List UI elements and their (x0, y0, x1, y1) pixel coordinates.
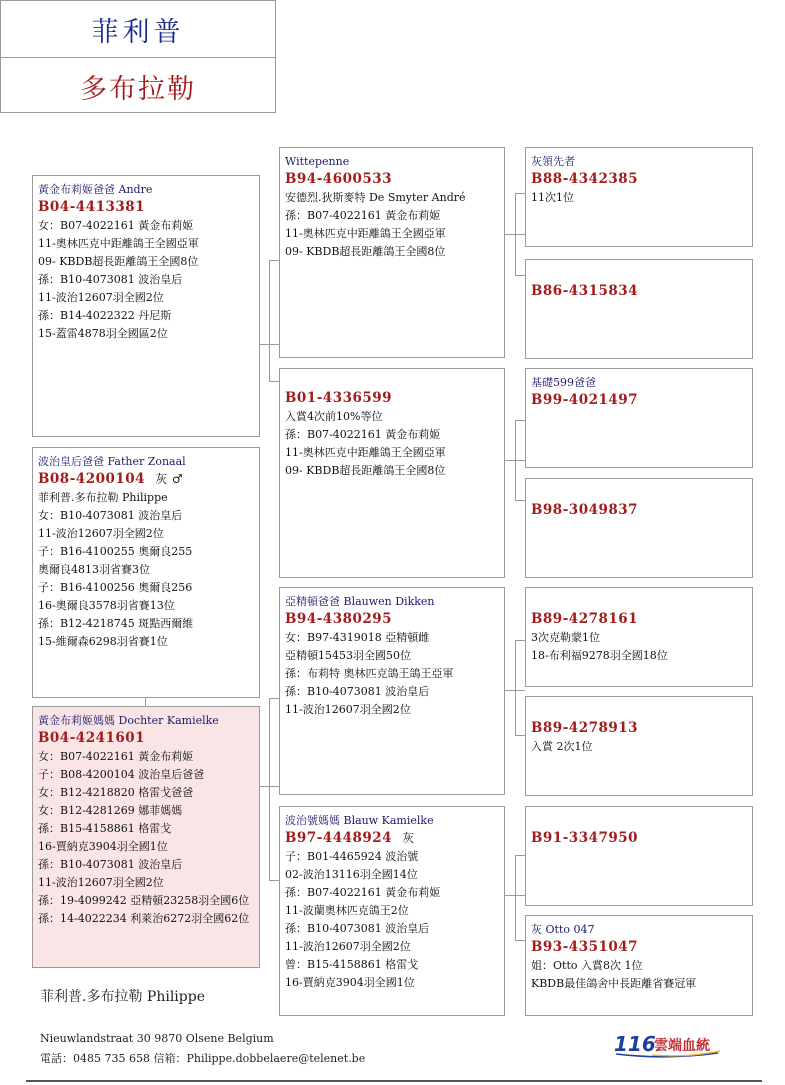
gen3-line: 11-波治12607羽全國2位 (285, 703, 411, 716)
gen4-line: 入賞 2次1位 (531, 740, 593, 753)
gen4-card (525, 368, 753, 468)
dam-line: 孫：B10-4073081 波治皇后 (38, 858, 183, 871)
footer-address: Nieuwlandstraat 30 9870 Olsene Belgium (40, 1032, 274, 1045)
connector (515, 420, 525, 421)
father-zonaal-color-sex: 灰 ♂ (155, 472, 184, 486)
dam-line: 孫：19-4099242 亞精頓23258羽全國6位 (38, 894, 250, 907)
connector (269, 260, 279, 261)
sire-line: 孫：B10-4073081 波治皇后 (38, 273, 183, 286)
owner-name: 菲利普.多布拉勒 Philippe (40, 989, 205, 1005)
gen3-line: 亞精頓15453羽全國50位 (285, 649, 411, 662)
gen3-line: 孫：B07-4022161 黃金布莉姬 (285, 428, 441, 441)
gen3-ring: B94-4380295 (285, 611, 393, 627)
father-zonaal-ring-row (38, 470, 254, 489)
gen4-ring: B93-4351047 (531, 939, 639, 955)
gen3-ring: B01-4336599 (285, 390, 393, 406)
gen4-card (525, 915, 753, 1016)
gen3-name: 亞精頓爸爸 Blauwen Dikken (285, 595, 435, 608)
gen3-ring: B94-4600533 (285, 171, 393, 187)
dam-card (32, 706, 260, 968)
dam-line: 子：B08-4200104 波治皇后爸爸 (38, 768, 205, 781)
gen3-line: 孫：B07-4022161 黃金布莉姬 (285, 886, 441, 899)
dam-line: 11-波治12607羽全國2位 (38, 876, 164, 889)
gen4-line: KBDB最佳鴿舍中長距離省賽冠軍 (531, 977, 697, 990)
connector (269, 381, 279, 382)
connector (515, 940, 525, 941)
brand-logo (612, 1030, 722, 1058)
gen4-ring: B99-4021497 (531, 392, 639, 408)
footer-contact: 電話：0485 735 658 信箱：Philippe.dobbelaere@telenet.be (40, 1052, 366, 1065)
sire-line: 11-波治12607羽全國2位 (38, 291, 164, 304)
gen4-name: 灰領先者 (531, 155, 575, 168)
gen3-name: Wittepenne (285, 155, 350, 168)
gen4-name: 灰 Otto 047 (531, 923, 595, 936)
gen3-name: 波治號媽媽 Blauw Kamielke (285, 814, 434, 827)
connector (515, 420, 516, 500)
connector (269, 698, 270, 880)
gen3-ring-row (285, 829, 499, 848)
gen4-card (525, 147, 753, 247)
gen3-line: 孫：B10-4073081 波治皇后 (285, 685, 430, 698)
gen3-ring: B97-4448924 (285, 830, 393, 846)
sire-ring: B04-4413381 (38, 199, 146, 215)
gen3-line: 安德烈.狄斯麥特 De Smyter André (285, 191, 466, 204)
father-zonaal-line: 孫：B12-4218745 斑點西爾維 (38, 617, 194, 630)
granddam-card (279, 368, 505, 578)
father-zonaal-line: 16-奧爾良3578羽省賽13位 (38, 599, 175, 612)
dam-line: 女：B07-4022161 黃金布莉姬 (38, 750, 194, 763)
connector (515, 640, 525, 641)
dam-line: 女：B12-4218820 格雷戈爸爸 (38, 786, 194, 799)
connector (515, 193, 525, 194)
sire-line: 11-奧林匹克中距離鴿王全國亞軍 (38, 237, 199, 250)
father-zonaal-line: 子：B16-4100256 奧爾良256 (38, 581, 193, 594)
gen3-line: 11-奧林匹克中距離鴿王全國亞軍 (285, 227, 446, 240)
gen3-line: 16-賈納克3904羽全國1位 (285, 976, 415, 989)
connector (515, 855, 516, 940)
connector (515, 275, 525, 276)
father-zonaal-card (32, 447, 260, 698)
pigeon-title-line2: 多布拉勒 (80, 73, 196, 105)
sire-line: 15-蓋雷4878羽全國區2位 (38, 327, 168, 340)
gen4-card (525, 587, 753, 687)
sire-card (32, 175, 260, 437)
gen4-name: 基礎599爸爸 (531, 376, 596, 389)
gen3-line: 11-波治12607羽全國2位 (285, 940, 411, 953)
bottom-rule (26, 1080, 762, 1082)
gen4-ring: B89-4278161 (531, 611, 639, 627)
connector (269, 698, 279, 699)
gen3-line: 02-波治13116羽全國14位 (285, 868, 418, 881)
gen4-line: 姐：Otto 入賞8次 1位 (531, 959, 643, 972)
dam-line: 孫：14-4022234 利萊治6272羽全國62位 (38, 912, 250, 925)
gen3-line: 11-波蘭奧林匹克鴿王2位 (285, 904, 409, 917)
sire-name: 黃金布莉姬爸爸 Andre (38, 183, 153, 196)
father-zonaal-line: 15-維爾森6298羽省賽1位 (38, 635, 168, 648)
connector (269, 260, 270, 381)
father-zonaal-line: 菲利普.多布拉勒 Philippe (38, 491, 168, 504)
dam-line: 16-賈納克3904羽全國1位 (38, 840, 168, 853)
father-zonaal-ring: B08-4200104 (38, 471, 146, 487)
logo-number: 116 (614, 1032, 656, 1056)
connector (515, 855, 525, 856)
connector (515, 500, 525, 501)
gen4-card (525, 259, 753, 359)
gen4-ring: B91-3347950 (531, 830, 639, 846)
dam-line: 女：B12-4281269 娜菲媽媽 (38, 804, 183, 817)
dam-ring: B04-4241601 (38, 730, 146, 746)
father-zonaal-line: 奧爾良4813羽省賽3位 (38, 563, 150, 576)
gen4-card (525, 806, 753, 906)
gen3-line: 子：B01-4465924 波治號 (285, 850, 419, 863)
gen4-card (525, 696, 753, 796)
sire-line: 09- KBDB超長距離鴿王全國8位 (38, 255, 199, 268)
sire-line: 女：B07-4022161 黃金布莉姬 (38, 219, 194, 232)
grandsire-card (279, 147, 505, 358)
gen4-card (525, 478, 753, 578)
gen3-line: 孫：布莉特 奧林匹克鴿王鴿王亞軍 (285, 667, 454, 680)
title-box (0, 0, 276, 113)
gen3-color: 灰 (402, 831, 415, 845)
gen3-line: 孫：B10-4073081 波治皇后 (285, 922, 430, 935)
gen3-line: 入賞4次前10%等位 (285, 410, 383, 423)
dam-grandsire-card (279, 587, 505, 795)
gen4-line: 18-布利福9278羽全國18位 (531, 649, 668, 662)
sire-line: 孫：B14-4022322 丹尼斯 (38, 309, 172, 322)
gen4-ring: B88-4342385 (531, 171, 639, 187)
gen3-line: 孫：B07-4022161 黃金布莉姬 (285, 209, 441, 222)
connector (269, 880, 279, 881)
father-zonaal-line: 子：B16-4100255 奧爾良255 (38, 545, 193, 558)
connector (515, 193, 516, 275)
gen4-line: 3次克勒蒙1位 (531, 631, 600, 644)
gen4-ring: B98-3049837 (531, 502, 639, 518)
gen3-line: 09- KBDB超長距離鴿王全國8位 (285, 245, 446, 258)
gen4-ring: B86-4315834 (531, 283, 639, 299)
logo-text: 雲端血統 (654, 1038, 710, 1054)
dam-name: 黃金布莉姬媽媽 Dochter Kamielke (38, 714, 219, 727)
gen3-line: 女：B97-4319018 亞精頓雌 (285, 631, 430, 644)
pigeon-title-line1: 菲利普 (1, 1, 275, 58)
dam-line: 孫：B15-4158861 格雷戈 (38, 822, 172, 835)
dam-granddam-card (279, 806, 505, 1016)
connector (515, 640, 516, 735)
father-zonaal-line: 女：B10-4073081 波治皇后 (38, 509, 183, 522)
gen3-line: 曾：B15-4158861 格雷戈 (285, 958, 419, 971)
father-zonaal-name: 波治皇后爸爸 Father Zonaal (38, 455, 186, 468)
gen3-line: 09- KBDB超長距離鴿王全國8位 (285, 464, 446, 477)
connector (515, 735, 525, 736)
gen3-line: 11-奧林匹克中距離鴿王全國亞軍 (285, 446, 446, 459)
father-zonaal-line: 11-波治12607羽全國2位 (38, 527, 164, 540)
gen4-line: 11次1位 (531, 191, 574, 204)
connector (145, 698, 146, 706)
gen4-ring: B89-4278913 (531, 720, 639, 736)
logo-graphic (612, 1030, 722, 1058)
